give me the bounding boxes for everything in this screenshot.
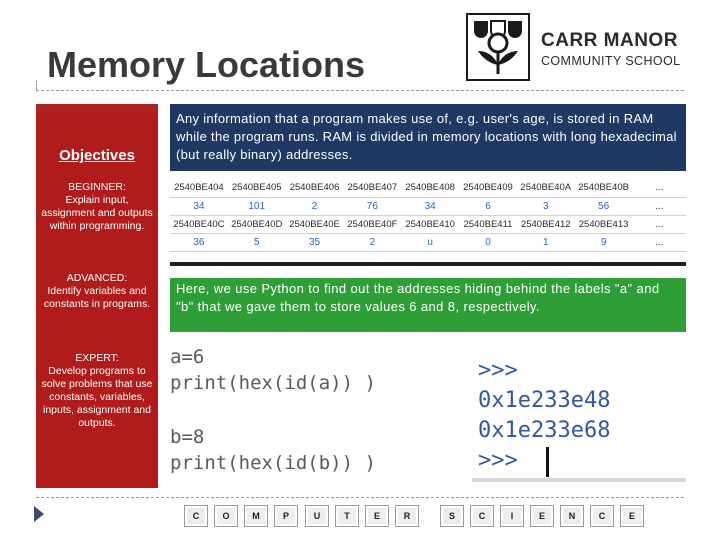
objective-advanced <box>40 272 154 311</box>
value-cell: 35 <box>286 233 344 251</box>
advanced-text: Identify variables and constants in programs. <box>43 285 151 310</box>
code-line: a=6 <box>170 346 205 368</box>
letter-tile: C <box>470 505 494 527</box>
address-cell: 2540BE404 <box>170 179 228 197</box>
shell-output: 0x1e233e68 <box>478 418 611 443</box>
address-cell: 2540BE409 <box>459 179 517 197</box>
expert-text: Develop programs to solve problems that use constants, variables, inputs, assignment and outputs. <box>41 365 153 429</box>
beginner-label: BEGINNER: <box>68 181 126 193</box>
address-cell: ... <box>633 215 687 233</box>
python-info-box: Here, we use Python to find out the addresses hiding behind the labels "a" and "b" that we gave them to store values 6 and 8, respectively. <box>170 278 686 332</box>
address-cell: 2540BE40B <box>575 179 633 197</box>
letter-tile: C <box>184 505 208 527</box>
advanced-label: ADVANCED: <box>66 272 128 284</box>
value-cell: 34 <box>401 197 459 215</box>
address-cell: 2540BE411 <box>459 215 517 233</box>
shell-prompt: >>> <box>478 358 518 383</box>
letter-tile: O <box>214 505 238 527</box>
ram-info-box: Any information that a program makes use of, e.g. user's age, is stored in RAM while the program runs. RAM is divided in memory locations with long hexadecimal (but really binary) addresses. <box>170 104 686 171</box>
shell-output: 0x1e233e48 <box>478 388 611 413</box>
code-line: b=8 <box>170 426 205 448</box>
address-cell: 2540BE408 <box>401 179 459 197</box>
value-cell: 76 <box>343 197 401 215</box>
letter-tile: S <box>440 505 464 527</box>
letter-tile: N <box>560 505 584 527</box>
school-crest-icon <box>466 13 530 81</box>
letter-tile: M <box>244 505 268 527</box>
section-divider <box>170 262 686 266</box>
value-cell: 36 <box>170 233 228 251</box>
value-cell: 2 <box>343 233 401 251</box>
value-cell: 101 <box>228 197 286 215</box>
title-divider <box>36 90 684 91</box>
value-cell: 9 <box>575 233 633 251</box>
value-cell: ... <box>633 197 687 215</box>
slide-title: Memory Locations <box>47 44 366 85</box>
python-shell <box>472 350 686 482</box>
address-cell: 2540BE413 <box>575 215 633 233</box>
value-cell: u <box>401 233 459 251</box>
letter-tile: E <box>620 505 644 527</box>
code-line: print(hex(id(b)) ) <box>170 452 376 474</box>
address-cell: 2540BE406 <box>286 179 344 197</box>
address-cell: 2540BE40A <box>517 179 575 197</box>
title-divider-tick <box>36 80 37 90</box>
school-logo <box>466 13 686 83</box>
address-cell: 2540BE40F <box>343 215 401 233</box>
address-cell: 2540BE40C <box>170 215 228 233</box>
code-line: print(hex(id(a)) ) <box>170 372 376 394</box>
footer-divider <box>36 497 684 498</box>
shell-prompt: >>> <box>478 448 518 473</box>
value-cell: 3 <box>517 197 575 215</box>
address-cell: ... <box>633 179 687 197</box>
value-cell: 6 <box>459 197 517 215</box>
school-name: CARR MANOR <box>541 30 678 51</box>
letter-tile: U <box>305 505 329 527</box>
objectives-panel <box>36 113 158 488</box>
value-cell: 56 <box>575 197 633 215</box>
letter-tile: T <box>335 505 359 527</box>
address-cell: 2540BE405 <box>228 179 286 197</box>
value-cell: 2 <box>286 197 344 215</box>
school-subtitle: COMMUNITY SCHOOL <box>541 54 681 68</box>
address-cell: 2540BE40E <box>286 215 344 233</box>
objectives-panel-topbar <box>36 104 158 113</box>
letter-tile: I <box>500 505 524 527</box>
address-row <box>170 215 686 233</box>
address-cell: 2540BE412 <box>517 215 575 233</box>
objective-beginner <box>40 181 154 233</box>
play-arrow-icon[interactable] <box>34 506 44 522</box>
beginner-text: Explain input, assignment and outputs within programming. <box>41 194 153 232</box>
address-cell: 2540BE40D <box>228 215 286 233</box>
letter-tile: P <box>274 505 298 527</box>
objective-expert <box>40 352 154 430</box>
python-code <box>168 346 462 486</box>
address-row <box>170 179 686 197</box>
address-cell: 2540BE407 <box>343 179 401 197</box>
memory-table <box>170 179 686 252</box>
letter-tile: E <box>530 505 554 527</box>
value-cell: 34 <box>170 197 228 215</box>
value-row <box>170 197 686 215</box>
address-cell: 2540BE410 <box>401 215 459 233</box>
value-cell: 1 <box>517 233 575 251</box>
value-cell: 5 <box>228 233 286 251</box>
value-cell: ... <box>633 233 687 251</box>
value-cell: 0 <box>459 233 517 251</box>
objectives-heading: Objectives <box>59 147 135 164</box>
letter-tile: R <box>395 505 419 527</box>
value-row <box>170 233 686 251</box>
letter-tile: C <box>590 505 614 527</box>
expert-label: EXPERT: <box>75 352 119 364</box>
letter-tile: E <box>365 505 389 527</box>
text-cursor <box>546 447 549 477</box>
